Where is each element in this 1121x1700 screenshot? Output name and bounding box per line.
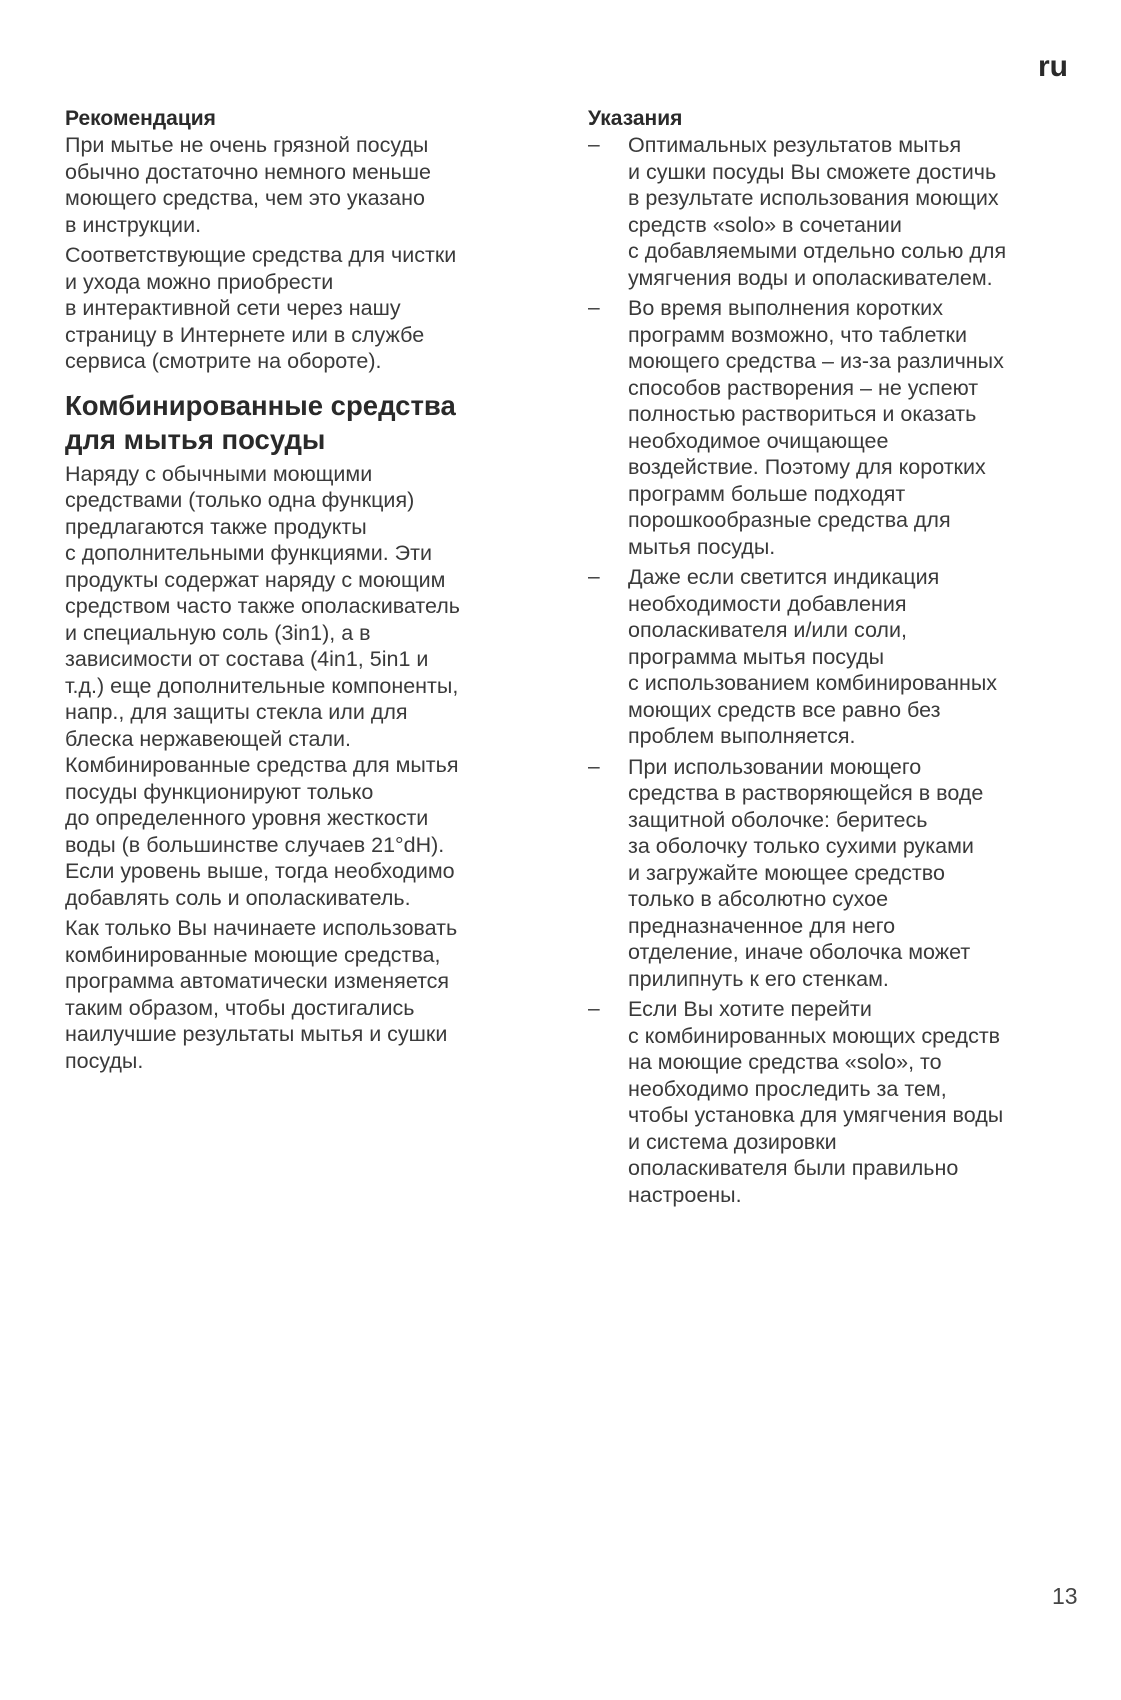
text-line: программа автоматически изменяется — [65, 969, 450, 993]
page-number: 13 — [1052, 1583, 1078, 1609]
text-line: Комбинированные средства для мытья — [65, 753, 459, 777]
text-line: в интерактивной сети через нашу — [65, 296, 401, 320]
text-line: обычно достаточно немного меньше — [65, 159, 431, 184]
text-line: до определенного уровня жесткости — [65, 806, 429, 830]
text-line: и сушки посуды Вы сможете достичь — [628, 159, 997, 184]
text-line: программ больше подходят — [628, 481, 906, 506]
text-line: в инструкции. — [65, 212, 202, 237]
text-line: порошкообразные средства для — [628, 508, 951, 532]
recommendation-text — [65, 132, 545, 375]
text-line: посуды функционируют только — [65, 779, 374, 804]
text-line: необходимо проследить за тем, — [628, 1076, 947, 1101]
list-item — [588, 295, 1088, 560]
text-line: умягчения воды и ополаскивателем. — [628, 265, 993, 290]
combined-detergents-text — [65, 461, 545, 1075]
dash-bullet-icon: – — [588, 754, 600, 778]
text-line: зависимости от состава (4in1, 5in1 и — [65, 647, 429, 671]
text-line: на моющие средства «solo», то — [628, 1050, 942, 1074]
text-line: добавлять соль и ополаскиватель. — [65, 885, 411, 910]
text-line: и специальную соль (3in1), а в — [65, 620, 371, 645]
text-line: сервиса (смотрите на обороте). — [65, 349, 382, 373]
text-line: предназначенное для него — [628, 913, 896, 938]
text-line: продукты содержат наряду с моющим — [65, 567, 446, 592]
text-line: Если уровень выше, тогда необходимо — [65, 859, 455, 883]
paragraph — [65, 242, 545, 375]
text-line: моющего средства – из-за различных — [628, 349, 1004, 373]
language-code: ru — [1038, 50, 1068, 83]
paragraph — [65, 132, 545, 238]
text-line: средствами (только одна функция) — [65, 488, 415, 512]
text-line: Даже если светится индикация — [628, 565, 940, 589]
dash-bullet-icon: – — [588, 565, 600, 588]
text-line: средств «solo» в сочетании — [628, 212, 902, 237]
text-line: в результате использования моющих — [628, 186, 999, 210]
text-line: моющего средства, чем это указано — [65, 186, 425, 210]
text-line: Во время выполнения коротких — [628, 296, 943, 320]
text-line: предлагаются также продукты — [65, 514, 367, 539]
text-line: моющих средств все равно без — [628, 697, 941, 722]
text-line: за оболочку только сухими руками — [628, 834, 974, 858]
text-line: необходимости добавления — [628, 591, 907, 616]
text-line: средством часто также ополаскиватель — [65, 594, 460, 618]
text-line: с комбинированных моющих средств — [628, 1023, 1001, 1048]
list-item — [588, 564, 1088, 750]
notes-heading: Указания — [588, 107, 683, 130]
paragraph — [65, 461, 545, 912]
heading-line: для мытья посуды — [65, 423, 326, 455]
list-item — [588, 996, 1088, 1208]
text-line: с добавляемыми отдельно солью для — [628, 239, 1007, 263]
text-line: Наряду с обычными моющими — [65, 461, 373, 486]
text-line: отделение, иначе оболочка может — [628, 940, 971, 964]
text-line: т.д.) еще дополнительные компоненты, — [65, 673, 459, 698]
text-line: только в абсолютно сухое — [628, 887, 889, 911]
text-line: ополаскивателя были правильно — [628, 1156, 959, 1180]
text-line: проблем выполняется. — [628, 724, 856, 748]
notes-list — [588, 132, 1088, 1208]
text-line: настроены. — [628, 1182, 742, 1207]
text-line: При мытье не очень грязной посуды — [65, 133, 429, 157]
text-line: полностью раствориться и оказать — [628, 402, 977, 426]
list-item — [588, 132, 1088, 291]
left-column — [65, 106, 545, 1078]
text-line: воды (в большинстве случаев 21°dH). — [65, 832, 445, 857]
text-line: необходимое очищающее — [628, 428, 889, 453]
text-line: ополаскивателя и/или соли, — [628, 618, 907, 642]
text-line: Как только Вы начинаете использовать — [65, 916, 458, 940]
combined-detergents-heading — [65, 389, 545, 457]
text-line: защитной оболочке: беритесь — [628, 807, 928, 832]
text-line: воздействие. Поэтому для коротких — [628, 455, 986, 479]
text-line: чтобы установка для умягчения воды — [628, 1103, 1004, 1127]
text-line: и загружайте моющее средство — [628, 860, 945, 885]
text-line: способов растворения – не успеют — [628, 375, 979, 400]
text-line: напр., для защиты стекла или для — [65, 700, 408, 724]
text-line: При использовании моющего — [628, 754, 922, 779]
text-line: прилипнуть к его стенкам. — [628, 966, 889, 991]
text-line: программ возможно, что таблетки — [628, 322, 967, 347]
paragraph — [65, 915, 545, 1074]
text-line: таким образом, чтобы достигались — [65, 995, 415, 1020]
text-line: посуды. — [65, 1048, 144, 1073]
dash-bullet-icon: – — [588, 997, 600, 1020]
text-line: страницу в Интернете или в службе — [65, 322, 425, 347]
heading-line: Комбинированные средства — [65, 389, 456, 421]
text-line: и система дозировки — [628, 1129, 837, 1154]
text-line: комбинированные моющие средства, — [65, 942, 441, 967]
text-line: Оптимальных результатов мытья — [628, 133, 962, 157]
text-line: Соответствующие средства для чистки — [65, 243, 457, 267]
text-line: с дополнительными функциями. Эти — [65, 541, 432, 565]
text-line: блеска нержавеющей стали. — [65, 726, 352, 751]
recommendation-heading: Рекомендация — [65, 107, 216, 130]
text-line: мытья посуды. — [628, 534, 776, 559]
right-column — [588, 106, 1088, 1212]
text-line: средства в растворяющейся в воде — [628, 781, 984, 805]
text-line: и ухода можно приобрести — [65, 269, 334, 294]
text-line: программа мытья посуды — [628, 644, 885, 669]
dash-bullet-icon: – — [588, 133, 600, 156]
text-line: Если Вы хотите перейти — [628, 997, 872, 1021]
text-line: с использованием комбинированных — [628, 671, 998, 695]
dash-bullet-icon: – — [588, 296, 600, 319]
text-line: наилучшие результаты мытья и сушки — [65, 1022, 448, 1046]
list-item — [588, 754, 1088, 993]
